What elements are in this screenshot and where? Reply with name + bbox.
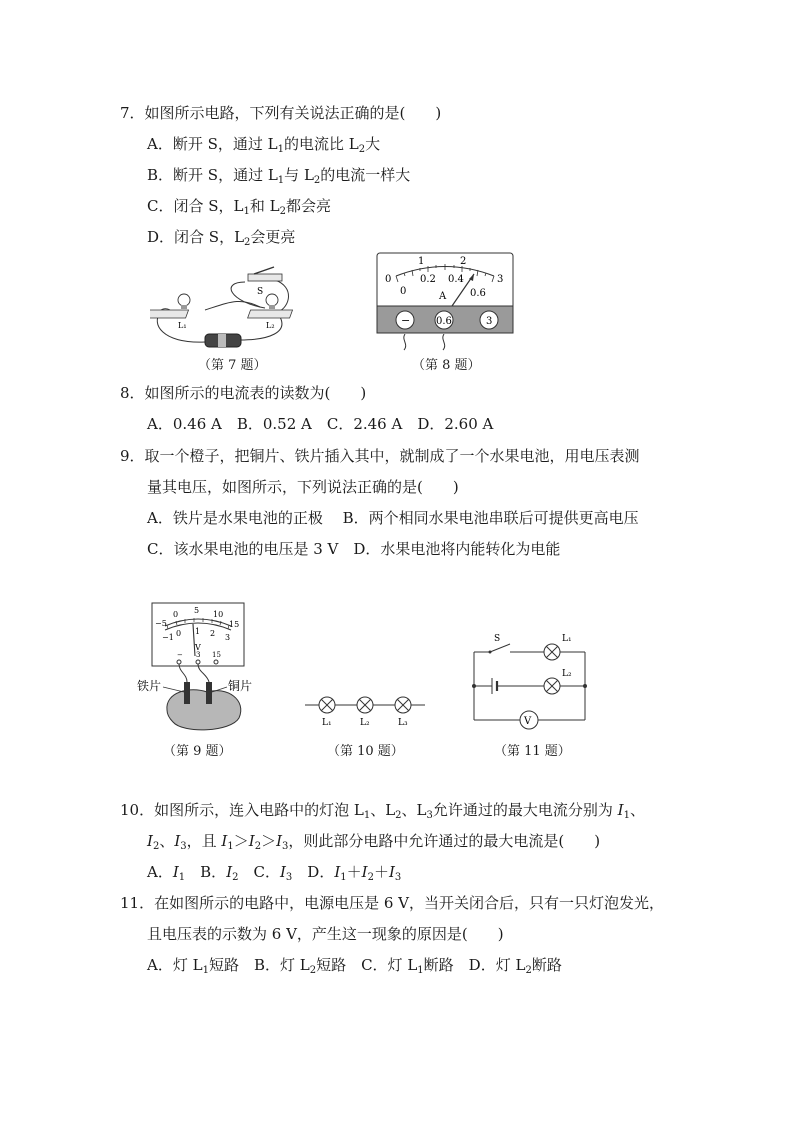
fig9-lower-1: 1	[195, 627, 201, 636]
q11-stem-line1: 11．在如图所示的电路中，电源电压是 6 V，当开关闭合后，只有一只灯泡发光，	[120, 894, 665, 912]
fig8-terminal-neg: −	[401, 314, 411, 327]
q7-stem: 7．如图所示电路，下列有关说法正确的是( )	[120, 104, 442, 122]
fig8-upper-2: 2	[460, 256, 467, 267]
q7-option-d: D．闭合 S，$L_2$会更亮	[147, 228, 296, 248]
fig8-lower-2: 0.4	[448, 274, 464, 285]
fig9-upper-15: 15	[229, 620, 240, 629]
fig10-l1-label: L₁	[322, 718, 332, 728]
fig8-upper-1: 1	[418, 256, 425, 267]
fig10-l3-label: L₃	[398, 718, 408, 728]
fig8-unit: A	[439, 291, 447, 302]
q10-stem-line1: 10．如图所示，连入电路中的灯泡 $L_1$、$L_2$、$L_3$允许通过的最大电流分别为 $I_1$、	[120, 801, 645, 821]
fig8-terminal-06: 0.6	[436, 316, 452, 327]
fig8-lower-0: 0	[400, 286, 407, 297]
figure-11-caption: （第 11 题）	[494, 744, 571, 759]
fig8-lower-1: 0.2	[420, 274, 436, 285]
fig9-upper-neg5: −5	[155, 619, 167, 628]
q9-options-ab: A．铁片是水果电池的正极 B．两个相同水果电池串联后可提供更高电压	[147, 509, 639, 527]
fig9-upper-0: 0	[173, 610, 179, 619]
fig9-terminal-3: 3	[196, 651, 201, 659]
fig8-upper-0: 0	[385, 274, 392, 285]
figure-9-caption: （第 9 题）	[163, 744, 232, 759]
fig9-unit: V	[195, 643, 201, 652]
fig9-terminal-15: 15	[212, 651, 221, 659]
q11-stem-line2: 且电压表的示数为 6 V，产生这一现象的原因是( )	[147, 925, 504, 943]
q10-options: A．$I_1$ B．$I_2$ C．$I_3$ D．$I_1+I_2+I_3$	[147, 863, 402, 883]
q9-options-cd: C．该水果电池的电压是 3 V D．水果电池将内能转化为电能	[147, 540, 561, 558]
fig8-lower-3: 0.6	[470, 288, 486, 299]
figure-8-ammeter	[376, 252, 514, 334]
q8-options: A．0.46 A B．0.52 A C．2.46 A D．2.60 A	[147, 415, 494, 433]
fig9-lower-2: 2	[210, 629, 216, 638]
q7-option-c: C．闭合 S，$L_1$和 $L_2$都会亮	[147, 197, 331, 217]
fig9-terminal-neg: −	[177, 651, 183, 659]
fig7-l1-label: L₁	[178, 321, 187, 330]
q7-option-a: A．断开 S，通过 $L_1$的电流比 $L_2$大	[147, 135, 381, 155]
figure-7-caption: （第 7 题）	[198, 358, 267, 373]
fig9-lower-3: 3	[225, 633, 231, 642]
fig9-iron-label: 铁片	[137, 679, 162, 693]
fig11-voltmeter-label: V	[524, 716, 532, 727]
figure-11-circuit	[470, 632, 590, 732]
fig9-upper-10: 10	[213, 610, 224, 619]
fig9-lower-neg1: −1	[162, 633, 174, 642]
q9-stem-line2: 量其电压，如图所示，下列说法正确的是( )	[147, 478, 459, 496]
q8-stem: 8．如图所示的电流表的读数为( )	[120, 384, 367, 402]
fig11-switch-label: S	[494, 634, 501, 644]
fig9-upper-5: 5	[194, 606, 200, 615]
q9-stem-line1: 9．取一个橙子，把铜片、铁片插入其中，就制成了一个水果电池，用电压表测	[120, 447, 640, 465]
figure-10-series-lamps	[305, 693, 425, 729]
figure-9-fruit-battery	[135, 600, 275, 735]
figure-10-caption: （第 10 题）	[327, 744, 404, 759]
q10-stem-line2: $I_2$、$I_3$，且 $I_1>I_2>I_3$，则此部分电路中允许通过的最大电流是( )	[147, 832, 601, 852]
figure-7-circuit	[150, 262, 300, 350]
figure-8-caption: （第 8 题）	[412, 358, 481, 373]
q7-option-b: B．断开 S，通过 $L_1$与 $L_2$的电流一样大	[147, 166, 411, 186]
fig10-l2-label: L₂	[360, 718, 370, 728]
fig9-lower-0: 0	[176, 629, 182, 638]
fig7-switch-label: S	[257, 287, 264, 297]
fig9-copper-label: 铜片	[228, 679, 253, 693]
fig8-terminal-3: 3	[486, 316, 493, 327]
fig11-l1-label: L₁	[562, 634, 572, 644]
fig11-l2-label: L₂	[562, 669, 572, 679]
q11-options: A．灯 $L_1$短路 B．灯 $L_2$短路 C．灯 $L_1$断路 D．灯 $L_2$断路	[147, 956, 562, 976]
fig8-upper-3: 3	[497, 274, 504, 285]
fig7-l2-label: L₂	[266, 321, 275, 330]
